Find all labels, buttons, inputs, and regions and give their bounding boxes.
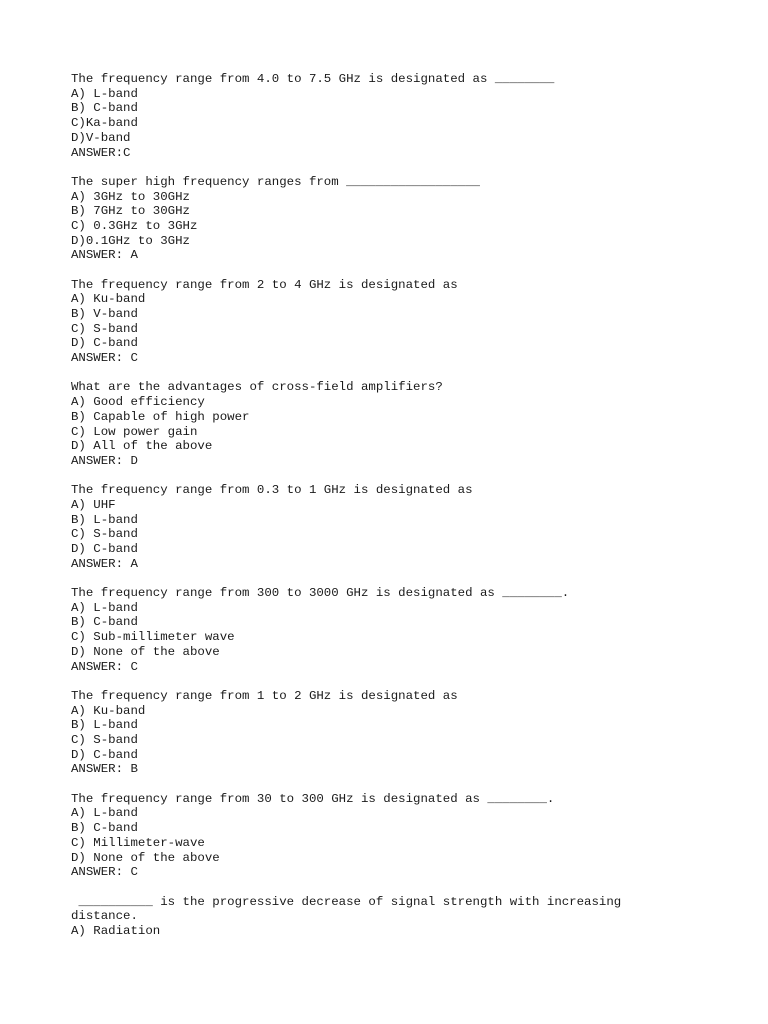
question-text: __________ is the progressive decrease of signal strength with increasing [71,894,622,909]
option-d: D) All of the above [71,439,213,454]
question-block [71,689,751,777]
question-block [71,586,751,674]
question-block [71,175,751,263]
question-block [71,792,751,880]
option-b: B) 7GHz to 30GHz [71,204,190,219]
option-c: C) S-band [71,321,138,336]
option-d: D) C-band [71,542,138,557]
question-text: The frequency range from 2 to 4 GHz is designated as [71,277,458,292]
question-text: The frequency range from 1 to 2 GHz is designated as [71,688,458,703]
question-text: What are the advantages of cross-field amplifiers? [71,380,443,395]
option-a: A) L-band [71,806,138,821]
option-d: D) C-band [71,747,138,762]
question-text: The super high frequency ranges from __________________ [71,174,480,189]
option-c: C) Sub-millimeter wave [71,630,235,645]
question-text-continued: distance. [71,909,138,924]
option-b: B) Capable of high power [71,409,250,424]
option-a: A) Radiation [71,923,161,938]
option-a: A) Ku-band [71,703,146,718]
answer-line: ANSWER: C [71,865,138,880]
answer-line: ANSWER: D [71,453,138,468]
answer-line: ANSWER: A [71,248,138,263]
question-block [71,72,751,160]
answer-line: ANSWER: C [71,659,138,674]
option-c: C) S-band [71,527,138,542]
option-b: B) C-band [71,101,138,116]
option-b: B) L-band [71,718,138,733]
option-a: A) 3GHz to 30GHz [71,189,190,204]
option-c: C) 0.3GHz to 3GHz [71,218,198,233]
option-a: A) UHF [71,497,116,512]
option-d: D)V-band [71,130,131,145]
question-block [71,895,751,939]
answer-line: ANSWER: C [71,351,138,366]
option-d: D) None of the above [71,850,220,865]
question-block [71,380,751,468]
question-block [71,483,751,571]
option-b: B) L-band [71,512,138,527]
option-b: B) C-band [71,821,138,836]
answer-line: ANSWER: B [71,762,138,777]
option-b: B) V-band [71,307,138,322]
document-page [71,72,751,953]
option-a: A) L-band [71,86,138,101]
option-d: D) C-band [71,336,138,351]
option-c: C) S-band [71,732,138,747]
option-b: B) C-band [71,615,138,630]
question-text: The frequency range from 300 to 3000 GHz is designated as ________. [71,586,570,601]
answer-line: ANSWER: A [71,556,138,571]
answer-line: ANSWER:C [71,145,131,160]
question-text: The frequency range from 30 to 300 GHz is designated as ________. [71,791,555,806]
option-a: A) Good efficiency [71,395,205,410]
question-block [71,278,751,366]
option-c: C)Ka-band [71,116,138,131]
option-d: D) None of the above [71,644,220,659]
question-text: The frequency range from 4.0 to 7.5 GHz is designated as ________ [71,72,555,86]
option-c: C) Low power gain [71,424,198,439]
option-a: A) Ku-band [71,292,146,307]
question-text: The frequency range from 0.3 to 1 GHz is designated as [71,483,473,498]
option-a: A) L-band [71,600,138,615]
option-c: C) Millimeter-wave [71,835,205,850]
option-d: D)0.1GHz to 3GHz [71,233,190,248]
